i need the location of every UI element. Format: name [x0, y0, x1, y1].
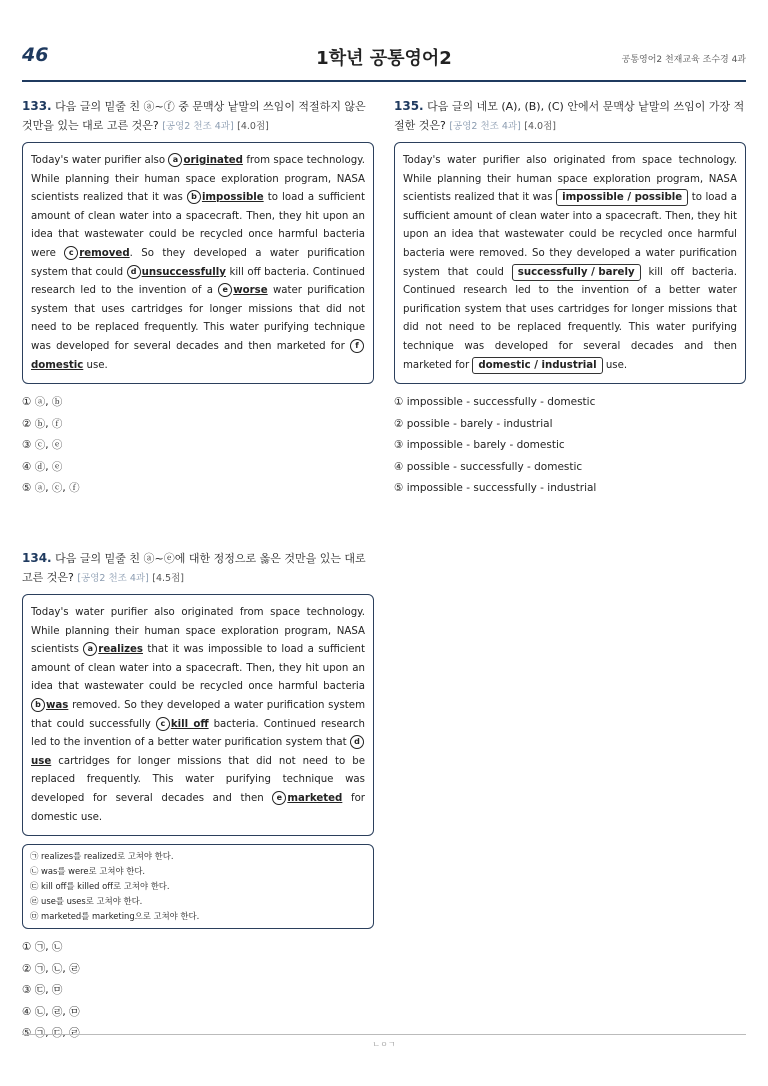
answer-option[interactable]: ④ ㉡, ㉣, ㉤ [22, 1005, 80, 1018]
passage-text: use. [83, 359, 108, 371]
passage-text: Today's water purifier also originated from space technology. While planning their human space exploration program, NASA scientists [31, 607, 365, 656]
passage-text: Today's water purifier also originated from space technology. While planning their human space exploration program, NASA scientists realized that it was [403, 155, 737, 204]
answer-option[interactable]: ① impossible - successfully - domestic [394, 396, 596, 409]
passage-box [394, 142, 746, 384]
answer-option[interactable]: ① ㉠, ㉡ [22, 941, 63, 954]
question-source: [공영2 천조 4과] [77, 573, 149, 584]
passage-text: from space technology. While planning their human space exploration program, NASA scientists realized that it was [31, 155, 365, 204]
marker-a: a [83, 642, 97, 656]
question-number: 133. [22, 99, 52, 113]
underlined-word-e: worse [233, 285, 268, 297]
marker-c: c [156, 717, 170, 731]
question-text: 다음 글의 밑줄 친 ⓐ~ⓔ에 대한 정정으로 옳은 것만을 있는 대로 고른 것은? [22, 552, 366, 584]
passage-box [22, 142, 374, 384]
answer-option[interactable]: ② ㉠, ㉡, ㉣ [22, 962, 80, 975]
underlined-word-c: removed [79, 247, 130, 259]
marker-b: b [187, 190, 201, 204]
underlined-word-d: unsuccessfully [141, 266, 226, 278]
question-number: 135. [394, 99, 424, 113]
answer-option[interactable]: ③ impossible - barely - domestic [394, 439, 565, 452]
question-text: 다음 글의 밑줄 친 ⓐ~ⓕ 중 문맥상 낱말의 쓰임이 적절하지 않은 것만을 있는 대로 고른 것은? [22, 100, 366, 132]
passage-box [22, 594, 374, 836]
passage-text: to load a sufficient amount of clean water into a spacecraft. Then, they hit upon an idea that wastewater could be recycled once harmful bacteria were removed. So they developed a water purification system that could [403, 192, 737, 278]
choice-box-a: impossible / possible [556, 189, 688, 206]
question-text: 다음 글의 네모 (A), (B), (C) 안에서 문맥상 낱말의 쓰임이 가장 적절한 것은? [394, 100, 745, 132]
passage-text: to load a sufficient amount of clean water into a spacecraft. Then, they hit upon an idea that wastewater could be recycled once harmful bacteria were [31, 192, 365, 259]
marker-e: e [218, 283, 232, 297]
answer-option[interactable]: ② ⓑ, ⓕ [22, 417, 63, 430]
underlined-word-b: impossible [201, 192, 264, 204]
answer-option[interactable]: ⑤ impossible - successfully - industrial [394, 482, 597, 495]
question-points: [4.0점] [237, 121, 269, 132]
correction-item: ㉢ kill off를 killed off로 고쳐야 한다. [30, 881, 170, 892]
answer-option[interactable]: ② possible - barely - industrial [394, 417, 553, 430]
marker-c: c [64, 246, 78, 260]
marker-a: a [168, 153, 182, 167]
answer-option[interactable]: ① ⓐ, ⓑ [22, 396, 63, 409]
passage-text: removed. So they developed a water purification system that could successfully [31, 699, 365, 730]
question-source: [공영2 천조 4과] [162, 121, 234, 132]
question-points: [4.0점] [524, 121, 556, 132]
answer-options [22, 392, 374, 500]
answer-option[interactable]: ⑤ ㉠, ㉢, ㉣ [22, 1027, 80, 1040]
passage-text: use. [602, 359, 628, 371]
corrections-box [22, 844, 374, 929]
answer-options [394, 392, 746, 500]
answer-option[interactable]: ③ ㉢, ㉤ [22, 984, 63, 997]
question-134-prompt [22, 549, 374, 588]
question-133 [22, 97, 374, 500]
marker-d: d [350, 735, 364, 749]
footer-rule [22, 1034, 746, 1035]
passage-text: kill off bacteria. Continued research led to the invention of a [31, 266, 365, 297]
answer-option[interactable]: ④ possible - successfully - domestic [394, 460, 583, 473]
underlined-word-f: domestic [31, 359, 84, 371]
marker-e: e [272, 791, 286, 805]
underlined-word-a: originated [183, 155, 243, 166]
marker-d: d [127, 265, 141, 279]
passage-text: for domestic use. [31, 792, 365, 823]
page-number: 46 [22, 44, 49, 66]
question-133-prompt [22, 97, 374, 136]
underlined-word-a: realizes [98, 644, 143, 656]
passage-text: Today's water purifier also [31, 155, 169, 166]
choice-box-c: domestic / industrial [472, 357, 602, 374]
passage-text: water purification system that uses cartridges for longer missions that did not need to be replaced frequently. This water purifying technique was developed for several decades and then marketed for [31, 285, 365, 352]
underlined-word-c: kill off [170, 718, 209, 730]
underlined-word-b: was [46, 699, 69, 711]
header-rule [22, 80, 746, 82]
question-source: [공영2 천조 4과] [449, 121, 521, 132]
question-points: [4.5점] [152, 573, 184, 584]
question-135-prompt [394, 97, 746, 136]
footer-text: ㄴㅇㄱ [372, 1040, 396, 1049]
underlined-word-e: marketed [287, 792, 343, 804]
correction-item: ㉣ use를 uses로 고쳐야 한다. [30, 896, 143, 907]
marker-f: f [350, 339, 364, 353]
passage-text: kill off bacteria. Continued research led to the invention of a better water purification system that uses cartridges for longer missions that did not need to be replaced frequently. This water purifying technique was developed for several decades and then marketed for [403, 266, 737, 371]
answer-option[interactable]: ④ ⓓ, ⓔ [22, 460, 63, 473]
page-title: 1학년 공통영어2 [316, 48, 452, 69]
marker-b: b [31, 698, 45, 712]
answer-option[interactable]: ③ ⓒ, ⓔ [22, 439, 63, 452]
question-135 [394, 97, 746, 500]
correction-item: ㉤ marketed를 marketing으로 고쳐야 한다. [30, 911, 200, 922]
question-number: 134. [22, 551, 52, 565]
passage-text: bacteria. Continued research led to the invention of a better water purification system that [31, 718, 365, 749]
choice-box-b: successfully / barely [512, 264, 641, 281]
passage-text: . So they developed a water purification system that could [31, 247, 365, 278]
question-134 [22, 549, 374, 1045]
answer-options [22, 937, 374, 1045]
page-subtitle: 공통영어2 천재교육 조수경 4과 [621, 55, 746, 65]
underlined-word-d: use [31, 755, 52, 767]
answer-option[interactable]: ⑤ ⓐ, ⓒ, ⓕ [22, 482, 80, 495]
correction-item: ㉠ realizes를 realized로 고쳐야 한다. [30, 851, 174, 862]
passage-text: that it was impossible to load a sufficient amount of clean water into a spacecraft. Then, they hit upon an idea that wastewater could be recycled once harmful bacteria [31, 644, 365, 693]
passage-text: cartridges for longer missions that did not need to be replaced frequently. This water purifying technique was developed for several decades and then [31, 755, 365, 804]
correction-item: ㉡ was를 were로 고쳐야 한다. [30, 866, 146, 877]
